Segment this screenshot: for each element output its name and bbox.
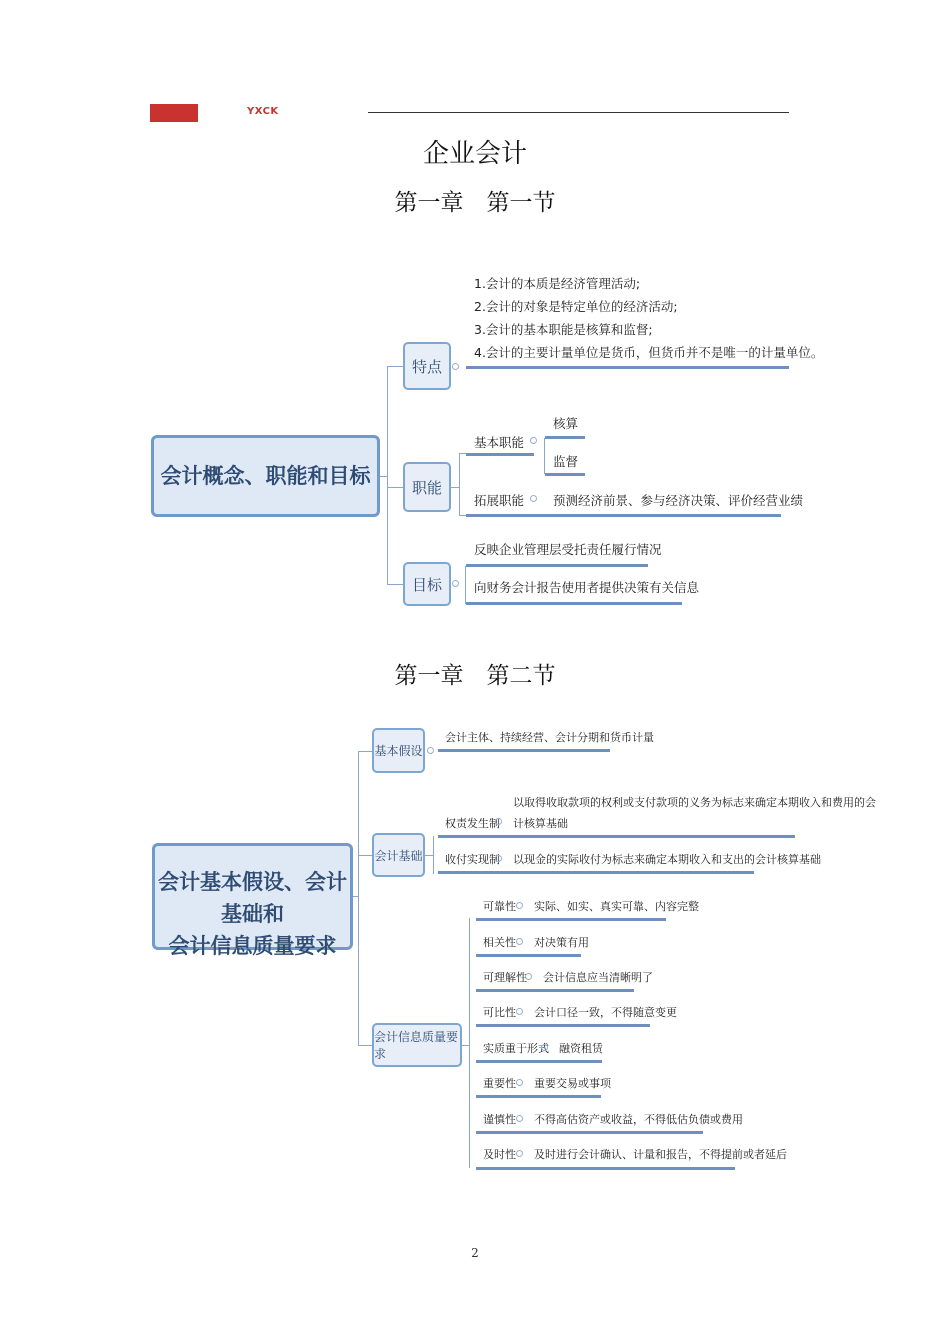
collapse-icon — [516, 938, 523, 945]
branch-underline — [438, 835, 795, 838]
quality-desc: 会计信息应当清晰明了 — [543, 971, 653, 984]
collapse-icon — [516, 1079, 523, 1086]
connector — [465, 566, 466, 604]
root-node-2 — [152, 843, 353, 958]
accrual-desc: 计核算基础 — [513, 817, 568, 830]
feature-node: 特点 — [403, 342, 451, 390]
connector — [358, 855, 372, 856]
collapse-icon — [495, 818, 502, 825]
quality-desc: 实际、如实、真实可靠、内容完整 — [534, 900, 699, 913]
page-number: 2 — [471, 1246, 479, 1260]
quality-desc: 会计口径一致，不得随意变更 — [534, 1006, 677, 1019]
connector — [425, 855, 434, 856]
branch-underline — [476, 1060, 602, 1063]
page-title: 企业会计 — [422, 139, 527, 169]
root-node-1: 会计概念、职能和目标 — [151, 435, 380, 517]
feature-item: 2.会计的对象是特定单位的经济活动; — [474, 299, 678, 314]
header-rule — [368, 112, 789, 113]
branch-underline — [476, 1024, 650, 1027]
accrual-label: 权责发生制 — [445, 817, 500, 830]
goal-item: 反映企业管理层受托责任履行情况 — [474, 542, 662, 557]
section2-heading: 第一章 第二节 — [394, 663, 556, 689]
quality-desc: 不得高估资产或收益，不得低估负债或费用 — [534, 1113, 743, 1126]
collapse-icon — [541, 1044, 548, 1051]
cash-label: 收付实现制 — [445, 853, 500, 866]
goal-node: 目标 — [403, 562, 451, 606]
quality-node: 会计信息质量要求 — [372, 1023, 462, 1067]
goal-item: 向财务会计报告使用者提供决策有关信息 — [474, 580, 700, 595]
feature-item: 1.会计的本质是经济管理活动; — [474, 276, 641, 291]
accrual-desc: 以取得收取款项的权利或支付款项的义务为标志来确定本期收入和费用的会 — [513, 796, 876, 809]
collapse-icon — [530, 495, 537, 502]
connector — [358, 751, 359, 1045]
quality-name: 谨慎性 — [483, 1113, 516, 1126]
quality-name: 重要性 — [483, 1077, 516, 1090]
quality-name: 可靠性 — [483, 900, 516, 913]
collapse-icon — [516, 902, 523, 909]
branch-underline — [476, 918, 666, 921]
collapse-icon — [495, 855, 502, 862]
basic-item-supervision: 监督 — [553, 454, 579, 469]
branch-underline — [466, 514, 781, 517]
quality-name: 及时性 — [483, 1148, 516, 1161]
connector — [459, 453, 460, 515]
collapse-icon — [452, 363, 459, 370]
collapse-icon — [530, 437, 537, 444]
collapse-icon — [427, 747, 434, 754]
quality-desc: 重要交易或事项 — [534, 1077, 611, 1090]
branch-underline — [438, 749, 610, 752]
connector — [469, 918, 470, 1168]
branch-underline — [476, 1095, 601, 1098]
connector — [451, 487, 460, 488]
connector — [462, 1045, 470, 1046]
extended-function-label: 拓展职能 — [474, 493, 525, 508]
collapse-icon — [516, 1008, 523, 1015]
branch-underline — [476, 1131, 703, 1134]
connector — [387, 584, 403, 585]
quality-name: 可比性 — [483, 1006, 516, 1019]
branch-underline — [476, 954, 581, 957]
branch-underline — [466, 366, 789, 369]
extended-function-desc: 预测经济前景、参与经济决策、评价经营业绩 — [553, 493, 804, 508]
cash-desc: 以现金的实际收付为标志来确定本期收入和支出的会计核算基础 — [513, 853, 821, 866]
quality-name: 相关性 — [483, 936, 516, 949]
logo-text: YXCK — [247, 106, 279, 117]
branch-underline — [545, 473, 585, 476]
quality-name: 实质重于形式 — [483, 1042, 549, 1055]
connector — [387, 366, 388, 584]
feature-item: 4.会计的主要计量单位是货币，但货币并不是唯一的计量单位。 — [474, 345, 824, 360]
branch-underline — [466, 564, 648, 567]
connector — [387, 366, 403, 367]
branch-underline — [466, 602, 682, 605]
branch-underline — [438, 871, 754, 874]
connector — [459, 453, 466, 454]
root-line: 会计信息质量要求 — [168, 934, 337, 958]
connector — [358, 1045, 372, 1046]
quality-desc: 及时进行会计确认、计量和报告，不得提前或者延后 — [534, 1148, 787, 1161]
connector — [387, 487, 403, 488]
basic-function-label: 基本职能 — [474, 435, 525, 450]
connector — [358, 751, 372, 752]
collapse-icon — [452, 580, 459, 587]
collapse-icon — [516, 1115, 523, 1122]
branch-underline — [476, 1167, 735, 1170]
collapse-icon — [525, 973, 532, 980]
basis-node: 会计基础 — [372, 833, 425, 877]
assumption-node: 基本假设 — [372, 728, 425, 773]
branch-underline — [466, 453, 534, 456]
collapse-icon — [516, 1150, 523, 1157]
root-line: 会计基本假设、会计基础和 — [158, 870, 347, 926]
logo — [150, 104, 198, 122]
quality-name: 可理解性 — [483, 971, 527, 984]
basic-item-accounting: 核算 — [553, 416, 579, 431]
function-node: 职能 — [403, 462, 451, 512]
feature-item: 3.会计的基本职能是核算和监督; — [474, 322, 653, 337]
section1-heading: 第一章 第一节 — [394, 190, 556, 216]
assumption-desc: 会计主体、持续经营、会计分期和货币计量 — [445, 731, 654, 744]
branch-underline — [476, 989, 634, 992]
branch-underline — [545, 436, 585, 439]
quality-desc: 对决策有用 — [534, 936, 589, 949]
connector — [459, 515, 466, 516]
connector — [544, 438, 545, 474]
quality-desc: 融资租赁 — [559, 1042, 603, 1055]
